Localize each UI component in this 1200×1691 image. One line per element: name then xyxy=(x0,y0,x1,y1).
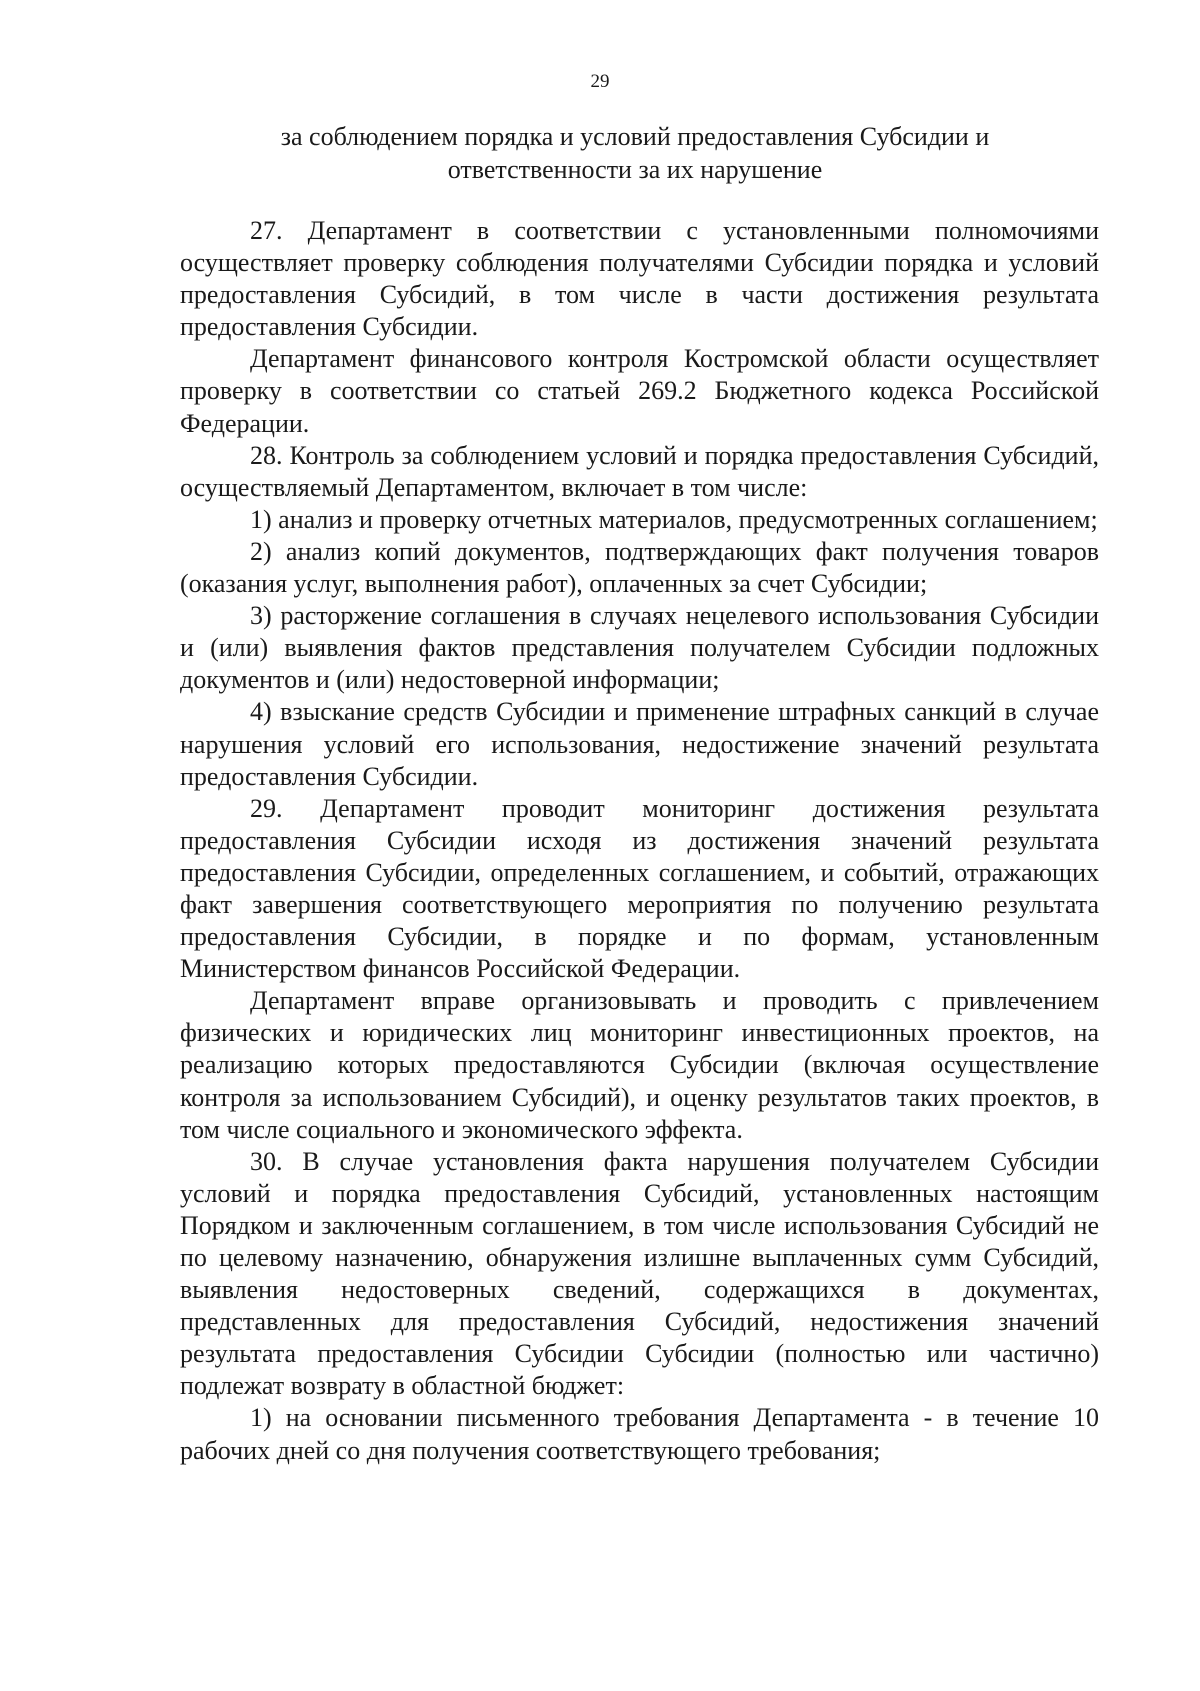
paragraph-30: 30. В случае установления факта нарушения получателем Субсидии условий и порядка предоставления Субсидий, установленных настоящим Порядком и заключенным соглашением, в том числе использования Субсидий не по целевому назначению, обнаружения излишне выплаченных сумм Субсидий, выявления недостоверных сведений, содержащихся в документах, представленных для предоставления Субсидий, недостижения значений результата предоставления Субсидии Субсидии (полностью или частично) подлежат возврату в областной бюджет: xyxy=(180,1146,1099,1401)
document-body xyxy=(180,215,1099,1467)
page-number: 29 xyxy=(590,71,610,92)
list-item-30-1: 1) на основании письменного требования Департамента - в течение 10 рабочих дней со дня получения соответствующего требования; xyxy=(180,1403,1099,1465)
section-heading xyxy=(170,120,1100,186)
heading-line-2: ответственности за их нарушение xyxy=(447,155,823,184)
paragraph-monitoring: Департамент вправе организовывать и проводить с привлечением физических и юридических лиц мониторинг инвестиционных проектов, на реализацию которых предоставляются Субсидии (включая осуществление контроля за использованием Субсидий), и оценку результатов таких проектов, в том числе социального и экономического эффекта. xyxy=(180,986,1099,1144)
paragraph-financial-control: Департамент финансового контроля Костромской области осуществляет проверку в соответствии со статьей 269.2 Бюджетного кодекса Российской Федерации. xyxy=(180,344,1099,438)
list-item-28-4: 4) взыскание средств Субсидии и применение штрафных санкций в случае нарушения условий его использования, недостижение значений результата предоставления Субсидии. xyxy=(180,697,1099,791)
list-item-28-2: 2) анализ копий документов, подтверждающих факт получения товаров (оказания услуг, выполнения работ), оплаченных за счет Субсидии; xyxy=(180,536,1099,599)
list-item-28-1: 1) анализ и проверку отчетных материалов, предусмотренных соглашением; xyxy=(250,504,1098,534)
heading-line-1: за соблюдением порядка и условий предоставления Субсидии и xyxy=(280,122,990,151)
paragraph-28: 28. Контроль за соблюдением условий и порядка предоставления Субсидий, осуществляемый Департаментом, включает в том числе: xyxy=(180,440,1099,502)
paragraph-27: 27. Департамент в соответствии с установленными полномочиями осуществляет проверку соблюдения получателями Субсидии порядка и условий предоставления Субсидий, в том числе в части достижения результата предоставления Субсидии. xyxy=(180,216,1099,342)
paragraph-29: 29. Департамент проводит мониторинг достижения результата предоставления Субсидии исходя из достижения значений результата предоставления Субсидии, определенных соглашением, и событий, отражающих факт завершения соответствующего мероприятия по получению результата предоставления Субсидии, в порядке и по формам, установленным Министерством финансов Российской Федерации. xyxy=(180,793,1099,984)
list-item-28-3: 3) расторжение соглашения в случаях нецелевого использования Субсидии и (или) выявления фактов представления получателем Субсидии подложных документов и (или) недостоверной информации; xyxy=(180,601,1099,695)
